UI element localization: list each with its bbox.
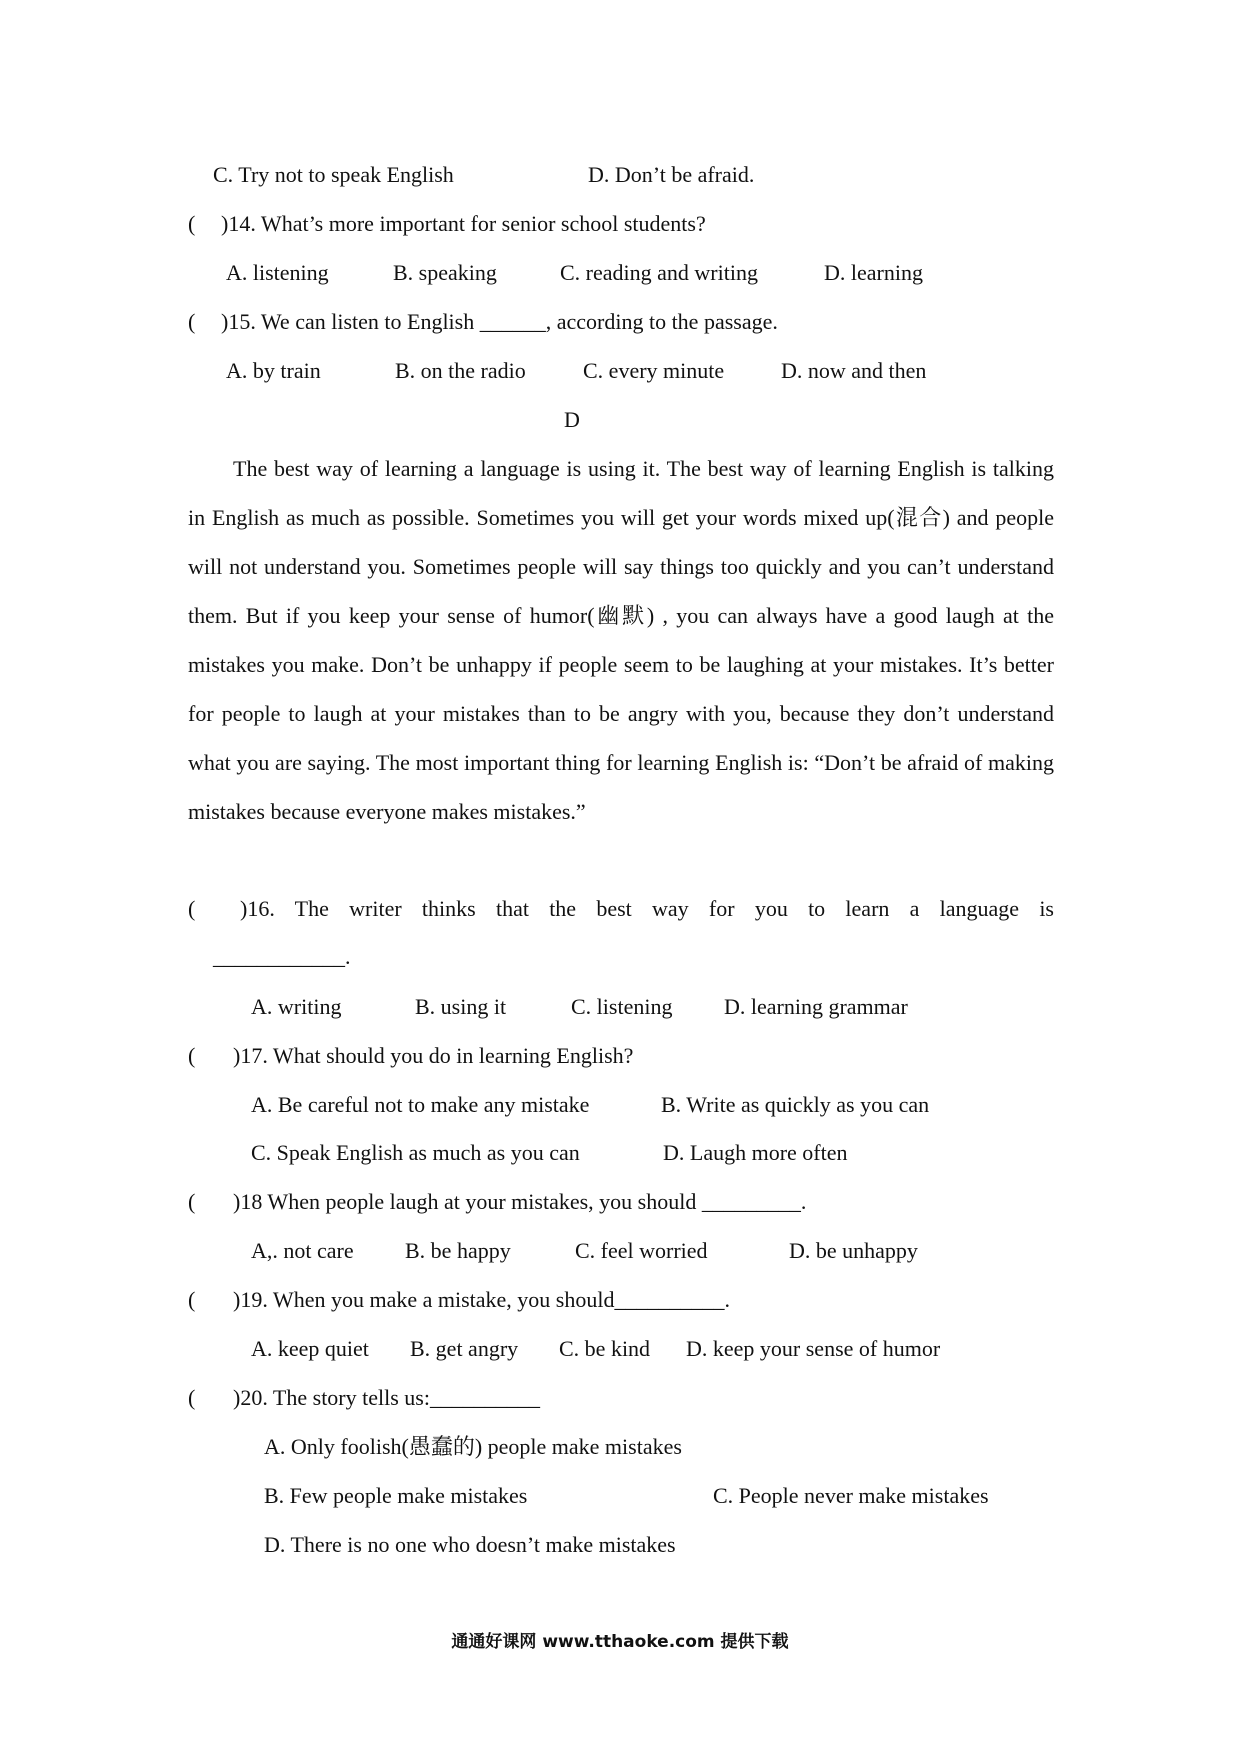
reading-passage: The best way of learning a language is using it. The best way of learning English is talking in English as much as possible. Sometimes you will get your words mixed up(混合) and people will not understand you. Sometimes people will say things too quickly and you can’t understand them. But if you keep your sense of humor(幽默) , you can always have a good laugh at the mistakes you make. Don’t be unhappy if people seem to be laughing at your mistakes. It’s better for people to laugh at your mistakes than to be angry with you, because they don’t understand what you are saying. The most important thing for learning English is: “Don’t be afraid of making mistakes because everyone makes mistakes.” [188, 456, 1054, 824]
q17-option-d: D. Laugh more often [663, 1140, 848, 1165]
q17-option-b: B. Write as quickly as you can [661, 1092, 930, 1117]
q19-paren: ( [188, 1287, 196, 1312]
q15-paren: ( [188, 309, 196, 334]
section-label: D [564, 407, 580, 432]
q20-option-d: D. There is no one who doesn’t make mistakes [264, 1532, 676, 1557]
q18-option-c: C. feel worried [575, 1238, 708, 1263]
q14-option-d: D. learning [824, 260, 923, 285]
q17-option-a: A. Be careful not to make any mistake [251, 1092, 590, 1117]
q15-option-d: D. now and then [781, 358, 927, 383]
q16-stem: )16. The writer thinks that the best way for you to learn a language is [240, 896, 1054, 921]
q17-option-c: C. Speak English as much as you can [251, 1140, 580, 1165]
q14-option-c: C. reading and writing [560, 260, 758, 285]
q20-paren: ( [188, 1385, 196, 1410]
q18-paren: ( [188, 1189, 196, 1214]
q19-option-b: B. get angry [410, 1336, 519, 1361]
q20-option-c: C. People never make mistakes [713, 1483, 989, 1508]
q19-option-d: D. keep your sense of humor [686, 1336, 941, 1361]
q16-option-d: D. learning grammar [724, 994, 908, 1019]
q17-paren: ( [188, 1043, 196, 1068]
q16-blank: ____________. [213, 944, 351, 969]
q14-option-b: B. speaking [393, 260, 497, 285]
q18-stem: )18 When people laugh at your mistakes, you should _________. [233, 1189, 807, 1214]
q20-option-b: B. Few people make mistakes [264, 1483, 528, 1508]
q19-option-c: C. be kind [559, 1336, 651, 1361]
q19-option-a: A. keep quiet [251, 1336, 369, 1361]
q15-option-b: B. on the radio [395, 358, 526, 383]
q16-option-b: B. using it [415, 994, 507, 1019]
q18-option-b: B. be happy [405, 1238, 511, 1263]
q13-option-d: D. Don’t be afraid. [588, 162, 755, 187]
q18-option-d: D. be unhappy [789, 1238, 918, 1263]
q17-stem: )17. What should you do in learning English? [233, 1043, 634, 1068]
q16-option-a: A. writing [251, 994, 342, 1019]
q19-stem: )19. When you make a mistake, you should__________. [233, 1287, 730, 1312]
page-footer: 通通好课网 www.tthaoke.com 提供下载 [451, 1632, 789, 1652]
q16-paren: ( [188, 896, 196, 921]
q16-option-c: C. listening [571, 994, 673, 1019]
q14-paren: ( [188, 211, 196, 236]
q13-option-c: C. Try not to speak English [213, 162, 454, 187]
q14-stem: )14. What’s more important for senior school students? [221, 211, 706, 236]
q18-option-a: A,. not care [251, 1238, 354, 1263]
q15-stem: )15. We can listen to English ______, according to the passage. [221, 309, 778, 334]
q15-option-a: A. by train [226, 358, 321, 383]
q14-option-a: A. listening [226, 260, 329, 285]
q15-option-c: C. every minute [583, 358, 725, 383]
q20-option-a: A. Only foolish(愚蠢的) people make mistakes [264, 1434, 682, 1459]
q20-stem: )20. The story tells us:__________ [233, 1385, 540, 1410]
